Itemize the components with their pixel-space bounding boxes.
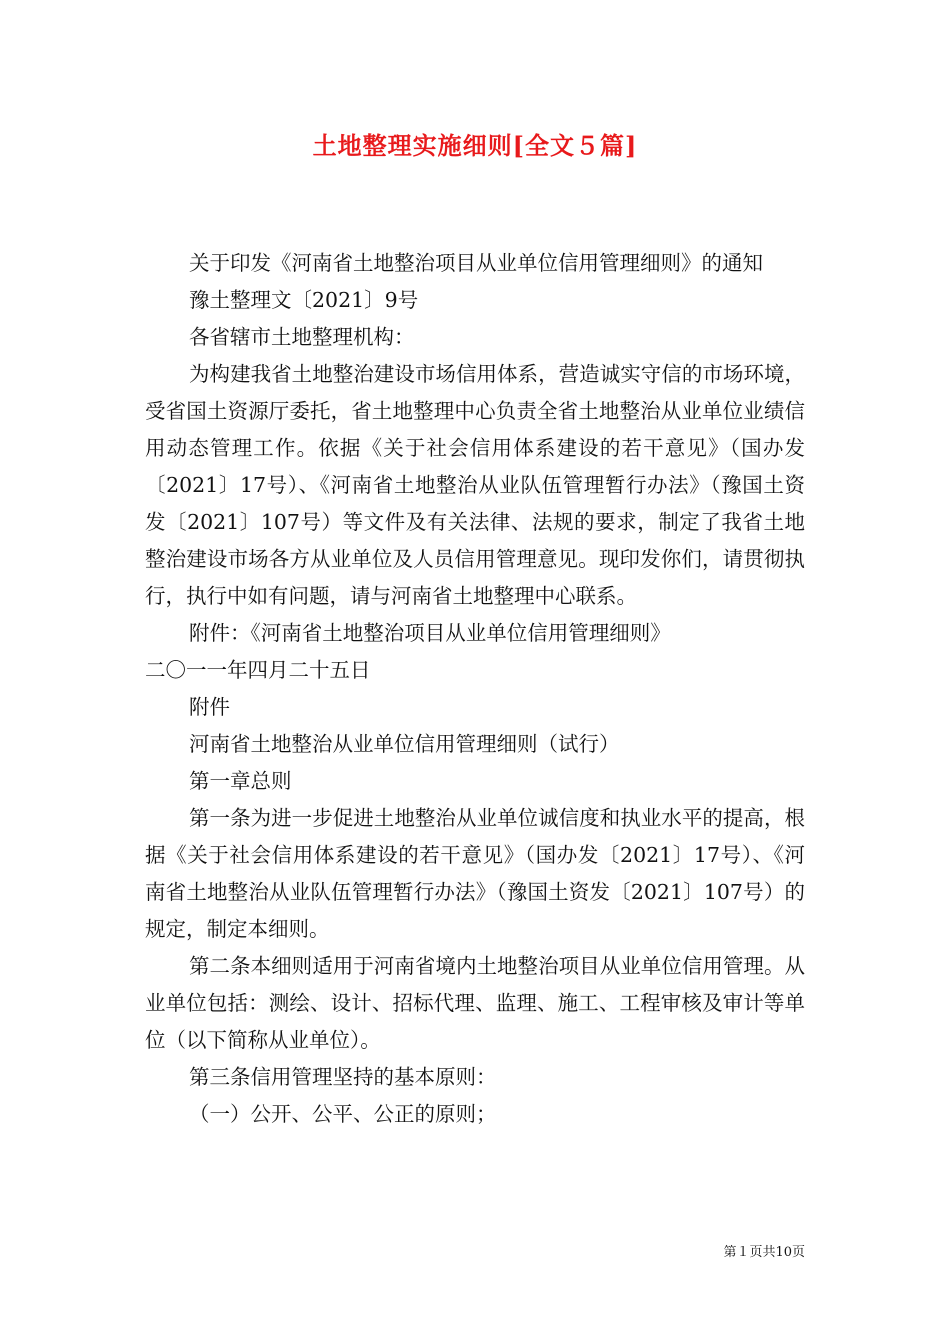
paragraph-attachment-heading: 附件 bbox=[189, 695, 230, 719]
page-number: 第１页共10页 bbox=[723, 1245, 805, 1260]
document-body bbox=[145, 245, 805, 1133]
paragraph-addressee: 各省辖市土地整理机构： bbox=[189, 325, 415, 349]
paragraph-article-1: 第一条为进一步促进土地整治从业单位诚信度和执业水平的提高，根据《关于社会信用体系建设的若干意见》（国办发〔2021〕17号）、《河南省土地整治从业队伍管理暂行办法》（豫国土资发〔2021〕107号）的规定，制定本细则。 bbox=[145, 806, 805, 941]
paragraph-date: 二〇一一年四月二十五日 bbox=[145, 658, 371, 682]
paragraph-principle-1: （一）公开、公平、公正的原则； bbox=[189, 1102, 497, 1126]
paragraph-chapter-1: 第一章总则 bbox=[189, 769, 292, 793]
paragraph-doc-number: 豫土整理文〔2021〕9号 bbox=[189, 288, 419, 312]
document-title: 土地整理实施细则[全文５篇] bbox=[312, 131, 638, 160]
paragraph-rules-title: 河南省土地整治从业单位信用管理细则（试行） bbox=[189, 732, 620, 756]
paragraph-article-2: 第二条本细则适用于河南省境内土地整治项目从业单位信用管理。从业单位包括：测绘、设计、招标代理、监理、施工、工程审核及审计等单位（以下简称从业单位）。 bbox=[145, 954, 805, 1052]
paragraph-attachment: 附件：《河南省土地整治项目从业单位信用管理细则》 bbox=[189, 621, 671, 645]
paragraph-article-3: 第三条信用管理坚持的基本原则： bbox=[189, 1065, 497, 1089]
paragraph-notice-title: 关于印发《河南省土地整治项目从业单位信用管理细则》的通知 bbox=[189, 251, 763, 275]
paragraph-main-body: 为构建我省土地整治建设市场信用体系，营造诚实守信的市场环境，受省国土资源厅委托，省土地整理中心负责全省土地整治从业单位业绩信用动态管理工作。依据《关于社会信用体系建设的若干意见》（国办发〔2021〕17号）、《河南省土地整治从业队伍管理暂行办法》（豫国土资发〔2021〕107号）等文件及有关法律、法规的要求，制定了我省土地整治建设市场各方从业单位及人员信用管理意见。现印发你们，请贯彻执行，执行中如有问题，请与河南省土地整理中心联系。 bbox=[145, 362, 805, 608]
